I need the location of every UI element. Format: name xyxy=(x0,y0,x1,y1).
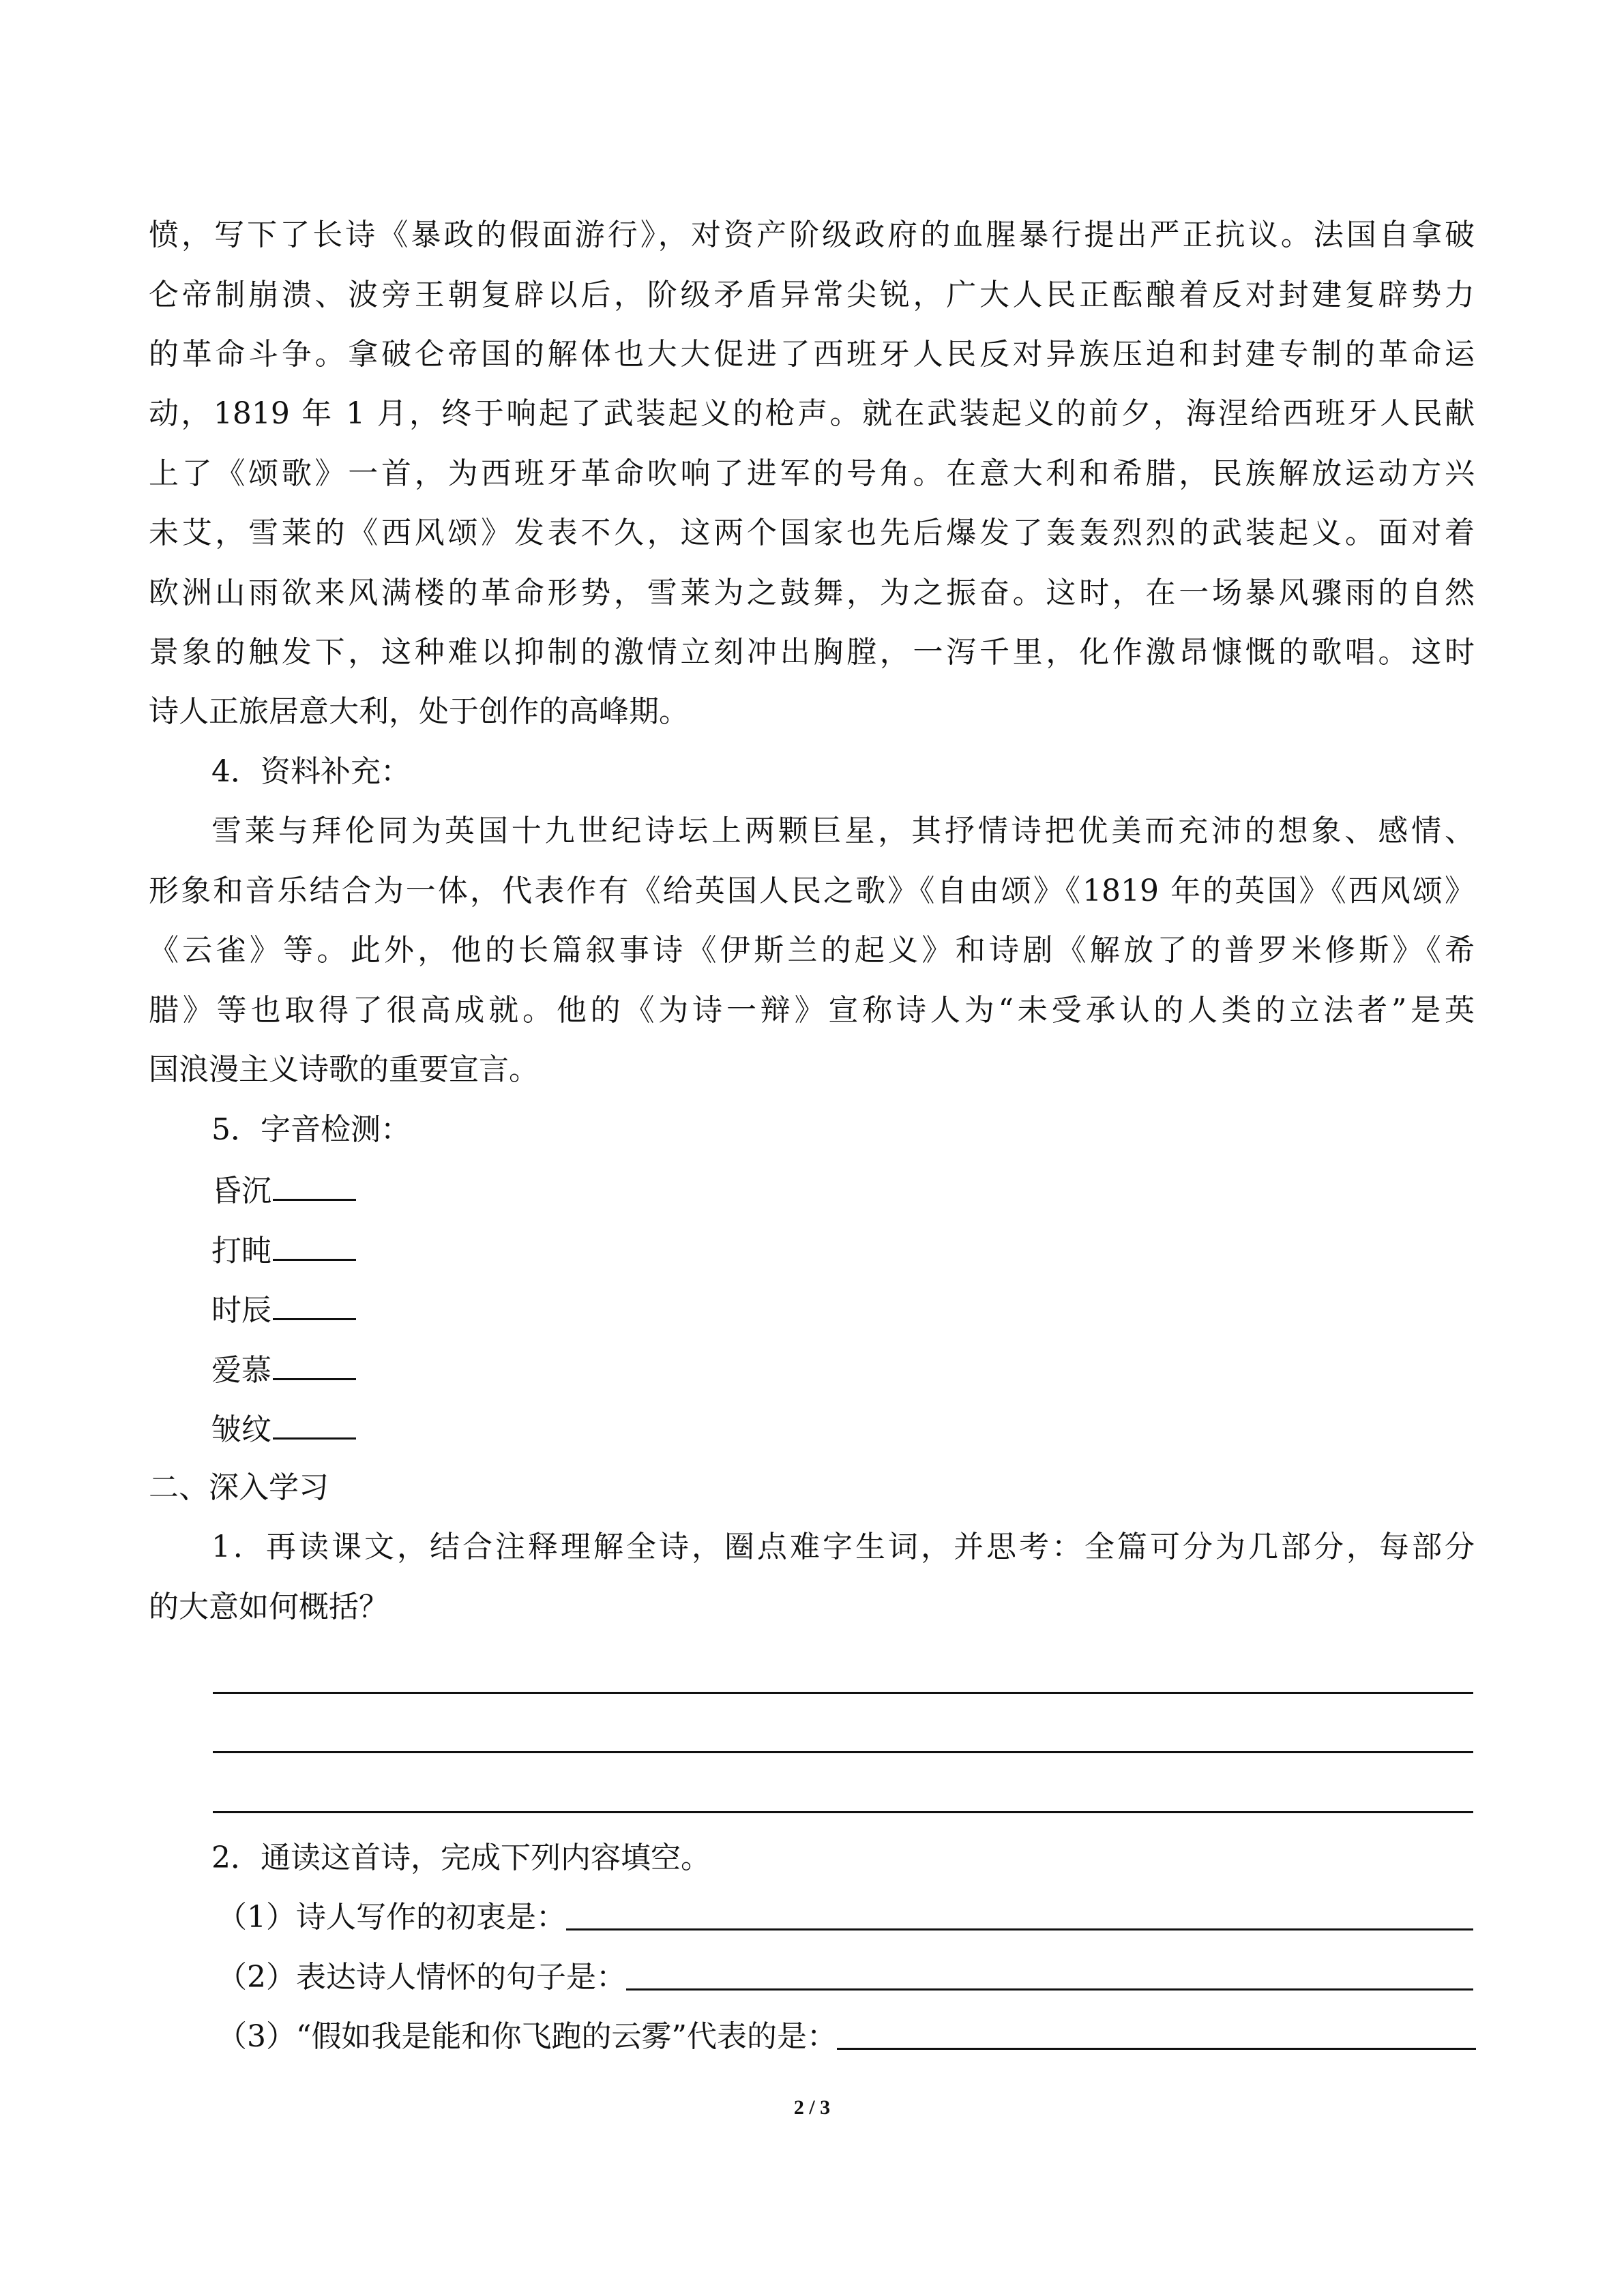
pronunciation-item xyxy=(211,1229,356,1272)
section-heading-2: 二、深入学习 xyxy=(149,1470,329,1505)
question-line: 2．通读这首诗，完成下列内容填空。 xyxy=(211,1840,711,1875)
body-line: 欧洲山雨欲来风满楼的革命形势，雪莱为之鼓舞，为之振奋。这时，在一场暴风骤雨的自然 xyxy=(149,576,1475,610)
answer-line[interactable] xyxy=(213,1811,1473,1813)
answer-blank[interactable] xyxy=(273,1288,356,1320)
body-line: 未艾，雪莱的《西风颂》发表不久，这两个国家也先后爆发了轰轰烈烈的武装起义。面对着 xyxy=(149,516,1475,550)
word-label: 时辰 xyxy=(211,1293,271,1328)
question-line: 1．再读课文，结合注释理解全诗，圈点难字生词，并思考：全篇可分为几部分，每部分 xyxy=(211,1530,1475,1564)
answer-blank[interactable] xyxy=(273,1407,356,1440)
fill-blank[interactable] xyxy=(837,2016,1476,2050)
body-line: 仑帝制崩溃、波旁王朝复辟以后，阶级矛盾异常尖锐，广大人民正酝酿着反对封建复辟势力 xyxy=(149,278,1475,312)
answer-line[interactable] xyxy=(213,1751,1473,1753)
word-label: 爱慕 xyxy=(211,1353,271,1388)
pronunciation-item xyxy=(211,1169,356,1212)
section-heading-4: 4．资料补充： xyxy=(211,754,411,789)
word-label: 皱纹 xyxy=(211,1412,271,1447)
word-label: 昏沉 xyxy=(211,1174,271,1208)
section-heading-5: 5．字音检测： xyxy=(211,1112,411,1147)
fill-item xyxy=(217,1957,1473,1998)
pronunciation-item xyxy=(211,1348,356,1391)
answer-blank[interactable] xyxy=(273,1348,356,1380)
page-number: 2 / 3 xyxy=(793,2096,831,2119)
fill-label: （1）诗人写作的初衷是： xyxy=(217,1900,566,1935)
answer-line[interactable] xyxy=(213,1692,1473,1694)
body-line: 愤，写下了长诗《暴政的假面游行》，对资产阶级政府的血腥暴行提出严正抗议。法国自拿破 xyxy=(149,218,1475,252)
word-label: 打盹 xyxy=(211,1234,271,1268)
body-line: 诗人正旅居意大利，处于创作的高峰期。 xyxy=(149,694,689,729)
pronunciation-item xyxy=(211,1288,356,1331)
fill-label: （3）“假如我是能和你飞跑的云雾”代表的是： xyxy=(217,2019,837,2054)
fill-blank[interactable] xyxy=(566,1897,1473,1930)
body-line: 景象的触发下，这种难以抑制的激情立刻冲出胸膛，一泻千里，化作激昂慷慨的歌唱。这时 xyxy=(149,635,1475,670)
body-line: 《云雀》等。此外，他的长篇叙事诗《伊斯兰的起义》和诗剧《解放了的普罗米修斯》《希 xyxy=(149,933,1475,968)
fill-label: （2）表达诗人情怀的句子是： xyxy=(217,1960,626,1995)
body-line: 动，1819 年 1 月，终于响起了武装起义的枪声。就在武装起义的前夕，海涅给西班牙人民献 xyxy=(149,396,1475,431)
fill-item xyxy=(217,2016,1476,2057)
answer-blank[interactable] xyxy=(273,1169,356,1201)
fill-item xyxy=(217,1897,1473,1938)
fill-blank[interactable] xyxy=(626,1957,1473,1991)
body-line: 上了《颂歌》一首，为西班牙革命吹响了进军的号角。在意大利和希腊，民族解放运动方兴 xyxy=(149,456,1475,491)
body-line: 雪莱与拜伦同为英国十九世纪诗坛上两颗巨星，其抒情诗把优美而充沛的想象、感情、 xyxy=(211,814,1475,848)
body-line: 国浪漫主义诗歌的重要宣言。 xyxy=(149,1052,539,1087)
body-line: 的革命斗争。拿破仑帝国的解体也大大促进了西班牙人民反对异族压迫和封建专制的革命运 xyxy=(149,337,1475,372)
body-line: 形象和音乐结合为一体，代表作有《给英国人民之歌》《自由颂》《1819 年的英国》《西风颂》 xyxy=(149,874,1475,908)
answer-blank[interactable] xyxy=(273,1229,356,1261)
question-line: 的大意如何概括？ xyxy=(149,1590,389,1624)
body-line: 腊》等也取得了很高成就。他的《为诗一辩》宣称诗人为“未受承认的人类的立法者”是英 xyxy=(149,993,1475,1028)
pronunciation-item xyxy=(211,1407,356,1450)
